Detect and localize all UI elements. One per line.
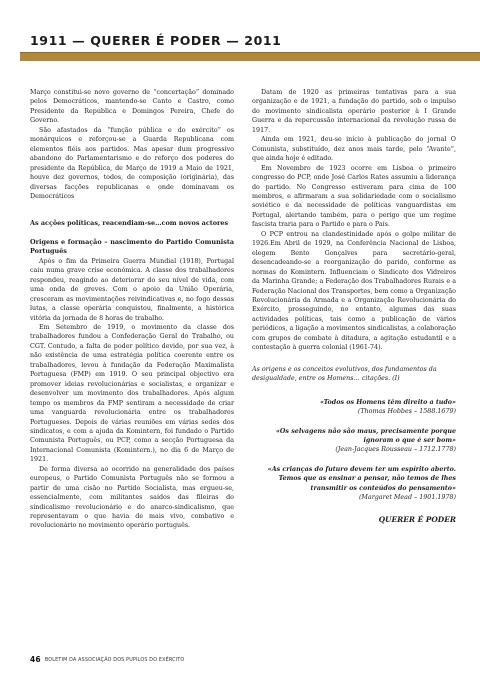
header-bar bbox=[20, 52, 480, 61]
paragraph: Após o fim da Primeira Guerra Mundial (1918), Portugal caiu numa grave crise económica. A classe dos trabalhadores respondeu, reagindo ao deteriorar do seu nível de vida, com uma onda de greves. Com o apoio da União Operária, cresceram as movimentações reivindicativas e, no fogo dessas lutas, a classe operária conquistou, finalmente, a histórica vitória da jornada de 8 horas de trabalho. bbox=[30, 257, 234, 322]
paragraph: Em Novembro de 1923 ocorre em Lisboa o primeiro congresso do PCP, onde José Carlos Rates assumiu a liderança do partido. No Congresso estiveram para cima de 100 membros, e afirmaram a sua solidariedade com o socialismo soviético e da necessidade de políticas vanguardistas em Portugal, alertando também, para o perigo que um regime fascista traria para o Partido e para o País. bbox=[252, 164, 456, 229]
section-heading: Origens e formação – nascimento do Partido Comunista Português bbox=[30, 237, 234, 256]
page-title: 1911 — QUERER É PODER — 2011 bbox=[30, 33, 282, 48]
paragraph: Em Setembro de 1919, o movimento da classe dos trabalhadores fundou a Confederação Geral do Trabalho, ou CGT. Contudo, a falta de poder político devido, por sua vez, à não existência de uma estratégia política coerente entre os trabalhadores, levou à fundação da Federação Maximalista Portuguesa (FMP) em 1919. O seu principal objectivo era promover ideias revolucionárias e socialistas, e organizar e desenvolver um movimento dos trabalhadores. Após algum tempo os membros da FMP sentiram a necessidade de criar uma vanguarda revolucionária entre os trabalhadores Portugueses. Depois de várias reuniões em várias sedes dos sindicatos, e com a ajuda da Komintern, foi fundado o Partido Comunista Português, ou PCP, como a secção Portuguesa da Internacional Comunista (Komintern.), no dia 6 de Março de 1921. bbox=[30, 323, 234, 464]
footer-text: BOLETIM DA ASSOCIAÇÃO DOS PUPILOS DO EXÉRCITO bbox=[44, 658, 185, 663]
paragraph: São afastados da “função pública e do exército” os monárquicos e reforçou-se a Guarda Republicana com elementos fiéis aos partidos. Mas apesar dum progressivo abandono do Parlamentarismo e do reforço dos poderes do presidente da República, de Março de 1919 a Maio de 1921, houve dez governos, todos, de composição (originária), das diversas facções republicanas e onde dominavam os Democráticos bbox=[30, 126, 234, 200]
paragraph: Ainda em 1921, deu-se início à publicação do jornal O Comunista, substituído, dez anos mais tarde, pelo “Avante”, que ainda hoje é editado. bbox=[252, 136, 456, 163]
quote-author: (Thomas Hobbes – 1588.1679) bbox=[357, 408, 456, 416]
quote-author: (Margaret Mead – 1901.1978) bbox=[358, 494, 456, 502]
paragraph: Datam de 1920 as primeiras tentativas para a sua organização e de 1921, a fundação do partido, sob o impulso do movimento sindicalista operário posterior à I Grande Guerra e da repercussão internacional da revolução russa de 1917. bbox=[252, 89, 456, 134]
page-header bbox=[20, 30, 480, 61]
paragraph: De forma diversa ao ocorrido na generalidade dos países europeus, o Partido Comunista Português não se formou a partir de uma cisão no Partido Socialista, mas ergueu-se, essencialmente, com militantes saídos das fileiras do sindicalismo revolucionário e do anarco-sindicalismo, que representavam o que havia de mais vivo, combativo e revolucionário no movimento operário português. bbox=[30, 465, 234, 530]
left-column bbox=[30, 88, 234, 531]
paragraph: Março constitui-se novo governo de “concertação” dominado pelos Democráticos, mantendo-se Canto e Castro, como Presidente da República e Domingos Pereira, Chefe do Governo. bbox=[30, 89, 234, 125]
paragraph: O PCP entrou na clandestinidade após o golpe militar de 1926.Em Abril de 1929, na Conferência Nacional de Lisboa, elegem Bento Gonçalves para secretário-geral, desencadeando-se a reorganização do parido, conforme as normas do Komintern. Influenciam o Sindicato dos Vidreiros da Marinha Grande; a Federação dos Trabalhadores Rurais e a Federação Nacional dos Transportes, bem como a Organização Revolucionária da Armada e a Organização Revolucionária do Exército, prosseguindo, no entanto, algumas das suas actividades políticas, tais como a publicação de vários periódicos, a ligação a movimentos sindicalistas, a colaboração com grupos de combate à ditadura, a agitação estudantil e a contestação à guerra colonial (1961-74). bbox=[252, 230, 456, 352]
quote bbox=[252, 398, 456, 417]
signoff: QUERER É PODER bbox=[378, 514, 456, 524]
quote bbox=[252, 465, 456, 503]
quote bbox=[252, 427, 456, 455]
page-number: 46 bbox=[30, 655, 41, 664]
quote-text: «Os selvagens não são maus, precisamente porque ignoram o que é ser bom» bbox=[275, 427, 456, 444]
quote-text: «Todos os Homens têm direito a tudo» bbox=[320, 398, 456, 406]
quote-text: «As crianças do futuro devem ter um espírito aberto. Temos que as ensinar a pensar, não temos de lhes transmitir os conteúdos do pensamento» bbox=[267, 465, 456, 492]
section-heading: As acções políticas, reacendiam-se…com novos actores bbox=[30, 219, 229, 228]
quotes-intro: As origens e os conceitos evolutivos, dos fundamentos da desigualdade, entre os Homens… citações. (I) bbox=[252, 365, 437, 383]
quote-author: (Jean-Jacques Rousseau – 1712.1778) bbox=[335, 446, 456, 454]
right-column bbox=[252, 88, 456, 524]
page-footer bbox=[30, 655, 184, 664]
